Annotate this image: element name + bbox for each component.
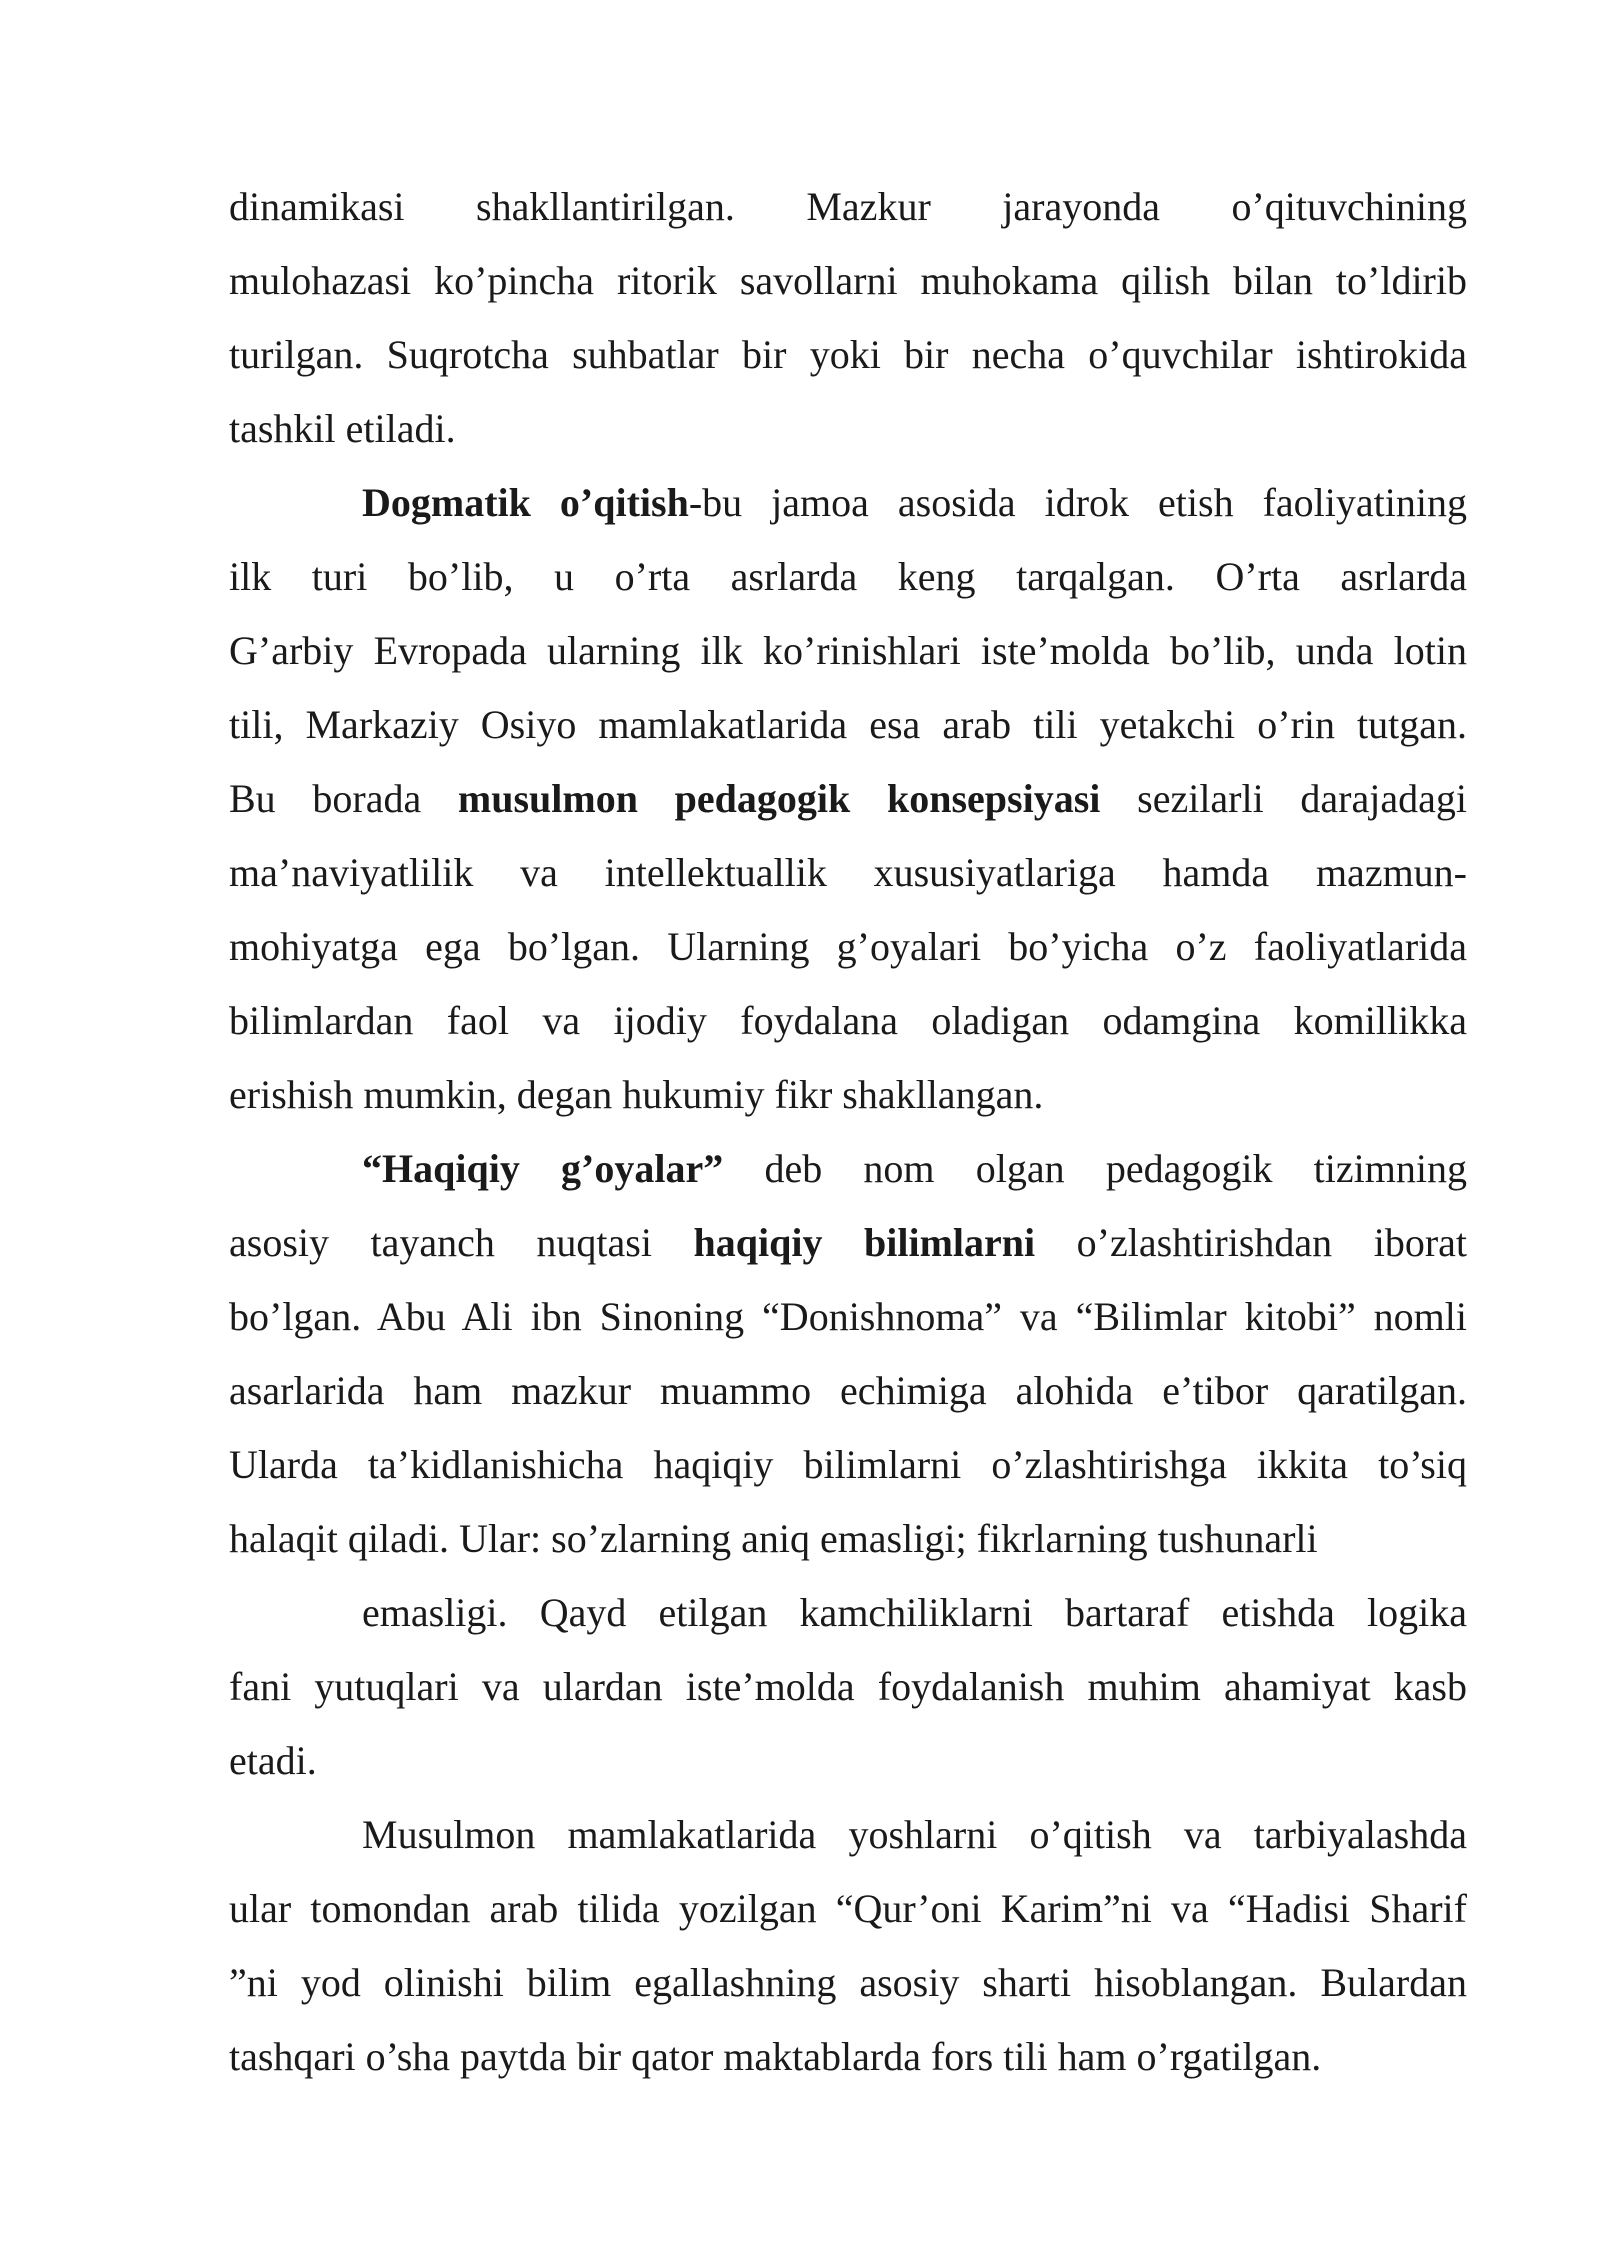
text-run: mulohazasi ko’pincha ritorik savollarni muhokama qilish bilan to’ldirib	[229, 258, 1467, 303]
paragraph	[229, 466, 1467, 1132]
bold-text-run: Dogmatik o’qitish	[362, 480, 689, 525]
text-run: etadi.	[229, 1738, 317, 1783]
text-line	[229, 1428, 1467, 1502]
text-line	[229, 466, 1467, 540]
text-run: sezilarli darajadagi	[1100, 776, 1467, 821]
text-line	[229, 910, 1467, 984]
text-run: halaqit qiladi. Ular: so’zlarning aniq emasligi; fikrlarning tushunarli	[229, 1516, 1318, 1561]
text-line	[229, 1724, 1467, 1798]
text-line	[229, 614, 1467, 688]
text-line	[229, 1576, 1467, 1650]
text-line	[229, 2020, 1467, 2094]
text-line	[229, 540, 1467, 614]
text-line	[229, 1502, 1467, 1576]
text-run: dinamikasi shakllantirilgan. Mazkur jarayonda o’qituvchining	[229, 184, 1467, 229]
text-line	[229, 1206, 1467, 1280]
text-line	[229, 984, 1467, 1058]
text-run: bo’lgan. Abu Ali ibn Sinoning “Donishnoma” va “Bilimlar kitobi” nomli	[229, 1294, 1467, 1339]
text-run: ular tomondan arab tilida yozilgan “Qur’oni Karim”ni va “Hadisi Sharif	[229, 1886, 1467, 1931]
text-line	[229, 688, 1467, 762]
text-run: Ularda ta’kidlanishicha haqiqiy bilimlarni o’zlashtirishga ikkita to’siq	[229, 1442, 1467, 1487]
text-run: -bu jamoa asosida idrok etish faoliyatining	[688, 480, 1467, 525]
text-run: ilk turi bo’lib, u o’rta asrlarda keng tarqalgan. O’rta asrlarda	[229, 554, 1467, 599]
text-line	[229, 762, 1467, 836]
text-run: Bu borada	[229, 776, 458, 821]
text-run: ”ni yod olinishi bilim egallashning asosiy sharti hisoblangan. Bulardan	[229, 1960, 1467, 2005]
text-run: asarlarida ham mazkur muammo echimiga alohida e’tibor qaratilgan.	[229, 1368, 1467, 1413]
text-run: turilgan. Suqrotcha suhbatlar bir yoki bir necha o’quvchilar ishtirokida	[229, 332, 1467, 377]
bold-text-run: haqiqiy bilimlarni	[693, 1220, 1036, 1265]
text-run: asosiy tayanch nuqtasi	[229, 1220, 694, 1265]
text-run: bilimlardan faol va ijodiy foydalana oladigan odamgina komillikka	[229, 998, 1467, 1043]
text-line	[229, 244, 1467, 318]
paragraph	[229, 1798, 1467, 2094]
text-line	[229, 1798, 1467, 1872]
text-run: o’zlashtirishdan iborat	[1035, 1220, 1468, 1265]
text-run: deb nom olgan pedagogik tizimning	[723, 1146, 1467, 1191]
text-line	[229, 1946, 1467, 2020]
text-run: Musulmon mamlakatlarida yoshlarni o’qitish va tarbiyalashda	[362, 1812, 1467, 1857]
text-line	[229, 836, 1467, 910]
text-run: tili, Markaziy Osiyo mamlakatlarida esa arab tili yetakchi o’rin tutgan.	[229, 702, 1467, 747]
text-run: erishish mumkin, degan hukumiy fikr shakllangan.	[229, 1072, 1044, 1117]
paragraph	[229, 1132, 1467, 1576]
text-run: fani yutuqlari va ulardan iste’molda foydalanish muhim ahamiyat kasb	[229, 1664, 1467, 1709]
bold-text-run: musulmon pedagogik konsepsiyasi	[457, 776, 1101, 821]
text-run: emasligi. Qayd etilgan kamchiliklarni bartaraf etishda logika	[362, 1590, 1467, 1635]
paragraph	[229, 170, 1467, 466]
text-line	[229, 1280, 1467, 1354]
text-run: ma’naviyatlilik va intellektuallik xususiyatlariga hamda mazmun-	[229, 850, 1467, 895]
text-line	[229, 1354, 1467, 1428]
text-line	[229, 392, 1467, 466]
document-text-body	[229, 170, 1467, 2094]
text-run: tashkil etiladi.	[229, 406, 456, 451]
text-line	[229, 1132, 1467, 1206]
text-run: G’arbiy Evropada ularning ilk ko’rinishlari iste’molda bo’lib, unda lotin	[229, 628, 1467, 673]
text-run: tashqari o’sha paytda bir qator maktablarda fors tili ham o’rgatilgan.	[229, 2034, 1322, 2079]
text-line	[229, 170, 1467, 244]
bold-text-run: “Haqiqiy g’oyalar”	[362, 1146, 724, 1191]
text-line	[229, 1650, 1467, 1724]
text-line	[229, 318, 1467, 392]
text-run: mohiyatga ega bo’lgan. Ularning g’oyalari bo’yicha o’z faoliyatlarida	[229, 924, 1467, 969]
paragraph	[229, 1576, 1467, 1798]
text-line	[229, 1872, 1467, 1946]
text-line	[229, 1058, 1467, 1132]
